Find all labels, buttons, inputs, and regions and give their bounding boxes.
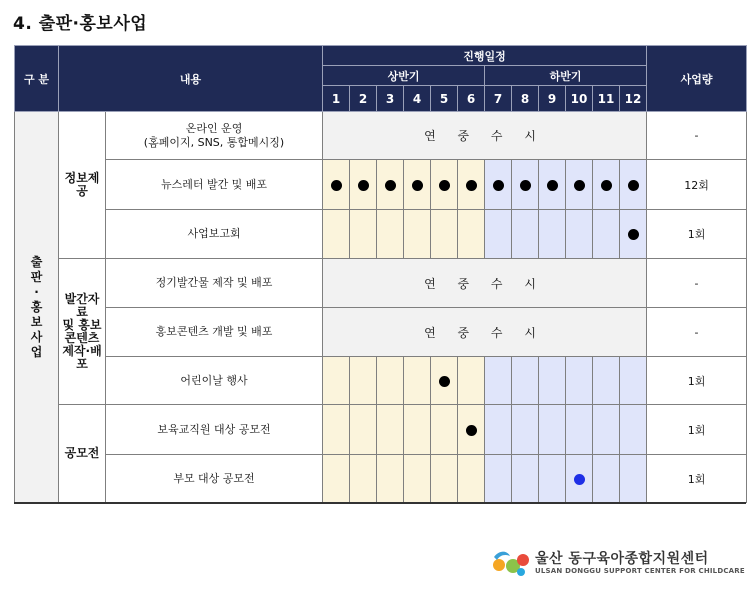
month-cell-12 [620,160,647,210]
item-cell: 온라인 운영 (홈페이지, SNS, 통합메시징) [106,112,323,160]
item-cell: 부모 대상 공모전 [106,455,323,503]
month-cell-4 [404,357,431,405]
month-cell-5 [431,357,458,405]
month-cell-11 [593,210,620,259]
category-cell: 출 판 · 홍 보 사 업 [15,112,59,503]
schedule-mark [412,180,423,191]
header-volume: 사업량 [647,46,747,112]
month-cell-10 [566,210,593,259]
month-cell-3 [377,357,404,405]
volume-cell: 1회 [647,455,747,503]
volume-cell: 1회 [647,210,747,259]
month-cell-8 [512,455,539,503]
schedule-mark [628,180,639,191]
header-schedule: 진행일정 [323,46,647,66]
month-cell-2 [350,210,377,259]
month-cell-7 [485,357,512,405]
month-cell-6 [458,455,485,503]
schedule-mark [574,180,585,191]
year-round-cell: 연 중 수 시 [323,259,647,308]
volume-cell: 1회 [647,405,747,455]
month-cell-8 [512,210,539,259]
schedule-mark [520,180,531,191]
month-cell-7 [485,405,512,455]
schedule-mark [628,229,639,240]
header-month-1: 1 [323,86,350,112]
schedule-mark [547,180,558,191]
item-cell: 어린이날 행사 [106,357,323,405]
schedule-mark [574,474,585,485]
table-row [15,210,747,259]
month-cell-2 [350,357,377,405]
month-cell-9 [539,210,566,259]
header-content: 내용 [59,46,323,112]
month-cell-12 [620,357,647,405]
schedule-table [14,45,747,503]
schedule-mark [358,180,369,191]
schedule-mark [331,180,342,191]
header-month-6: 6 [458,86,485,112]
item-cell: 사업보고회 [106,210,323,259]
month-cell-3 [377,210,404,259]
month-cell-2 [350,160,377,210]
header-month-5: 5 [431,86,458,112]
month-cell-1 [323,210,350,259]
month-cell-9 [539,357,566,405]
item-cell: 보육교직원 대상 공모전 [106,405,323,455]
month-cell-2 [350,405,377,455]
month-cell-10 [566,455,593,503]
month-cell-6 [458,357,485,405]
month-cell-11 [593,405,620,455]
month-cell-7 [485,210,512,259]
schedule-mark [439,180,450,191]
month-cell-5 [431,160,458,210]
month-cell-10 [566,160,593,210]
group-cell: 정보제공 [59,112,106,259]
header-month-11: 11 [593,86,620,112]
month-cell-10 [566,357,593,405]
month-cell-1 [323,455,350,503]
center-logo-icon [491,548,531,578]
item-cell: 정기발간물 제작 및 배포 [106,259,323,308]
month-cell-9 [539,405,566,455]
header-month-3: 3 [377,86,404,112]
month-cell-4 [404,160,431,210]
schedule-mark [601,180,612,191]
table-row [15,112,747,160]
month-cell-6 [458,160,485,210]
volume-cell: 12회 [647,160,747,210]
header-first-half: 상반기 [323,66,485,86]
group-cell: 공모전 [59,405,106,503]
month-cell-4 [404,210,431,259]
schedule-mark [466,425,477,436]
item-cell: 뉴스레터 발간 및 배포 [106,160,323,210]
header-category: 구 분 [15,46,59,112]
item-cell: 홍보콘텐츠 개발 및 배포 [106,308,323,357]
table-row [15,357,747,405]
year-round-cell: 연 중 수 시 [323,308,647,357]
month-cell-1 [323,357,350,405]
month-cell-2 [350,455,377,503]
month-cell-12 [620,455,647,503]
month-cell-8 [512,405,539,455]
month-cell-6 [458,210,485,259]
month-cell-5 [431,405,458,455]
month-cell-12 [620,405,647,455]
schedule-mark [439,376,450,387]
header-month-4: 4 [404,86,431,112]
month-cell-12 [620,210,647,259]
month-cell-8 [512,357,539,405]
month-cell-4 [404,455,431,503]
table-bottom-rule [14,502,746,504]
center-name: 울산 동구육아종합지원센터 [535,551,709,567]
volume-cell: 1회 [647,357,747,405]
month-cell-1 [323,405,350,455]
table-row [15,405,747,455]
header-month-9: 9 [539,86,566,112]
month-cell-6 [458,405,485,455]
month-cell-9 [539,160,566,210]
page-title: 4. 출판·홍보사업 [13,14,148,34]
header-month-10: 10 [566,86,593,112]
month-cell-5 [431,210,458,259]
month-cell-11 [593,455,620,503]
volume-cell: - [647,259,747,308]
schedule-mark [493,180,504,191]
header-month-2: 2 [350,86,377,112]
month-cell-4 [404,405,431,455]
month-cell-7 [485,160,512,210]
year-round-cell: 연 중 수 시 [323,112,647,160]
table-row [15,455,747,503]
center-logo [491,546,745,580]
header-second-half: 하반기 [485,66,647,86]
group-cell: 발간자료 및 홍보 콘텐츠 제작·배포 [59,259,106,405]
table-row [15,259,747,308]
schedule-mark [466,180,477,191]
volume-cell: - [647,308,747,357]
header-month-12: 12 [620,86,647,112]
month-cell-3 [377,455,404,503]
month-cell-10 [566,405,593,455]
header-month-8: 8 [512,86,539,112]
schedule-mark [385,180,396,191]
month-cell-7 [485,455,512,503]
month-cell-3 [377,160,404,210]
month-cell-5 [431,455,458,503]
month-cell-11 [593,160,620,210]
table-row [15,308,747,357]
month-cell-3 [377,405,404,455]
table-row [15,160,747,210]
center-subtitle: ULSAN DONGGU SUPPORT CENTER FOR CHILDCARE [535,567,745,575]
volume-cell: - [647,112,747,160]
header-month-7: 7 [485,86,512,112]
month-cell-9 [539,455,566,503]
month-cell-1 [323,160,350,210]
month-cell-11 [593,357,620,405]
month-cell-8 [512,160,539,210]
